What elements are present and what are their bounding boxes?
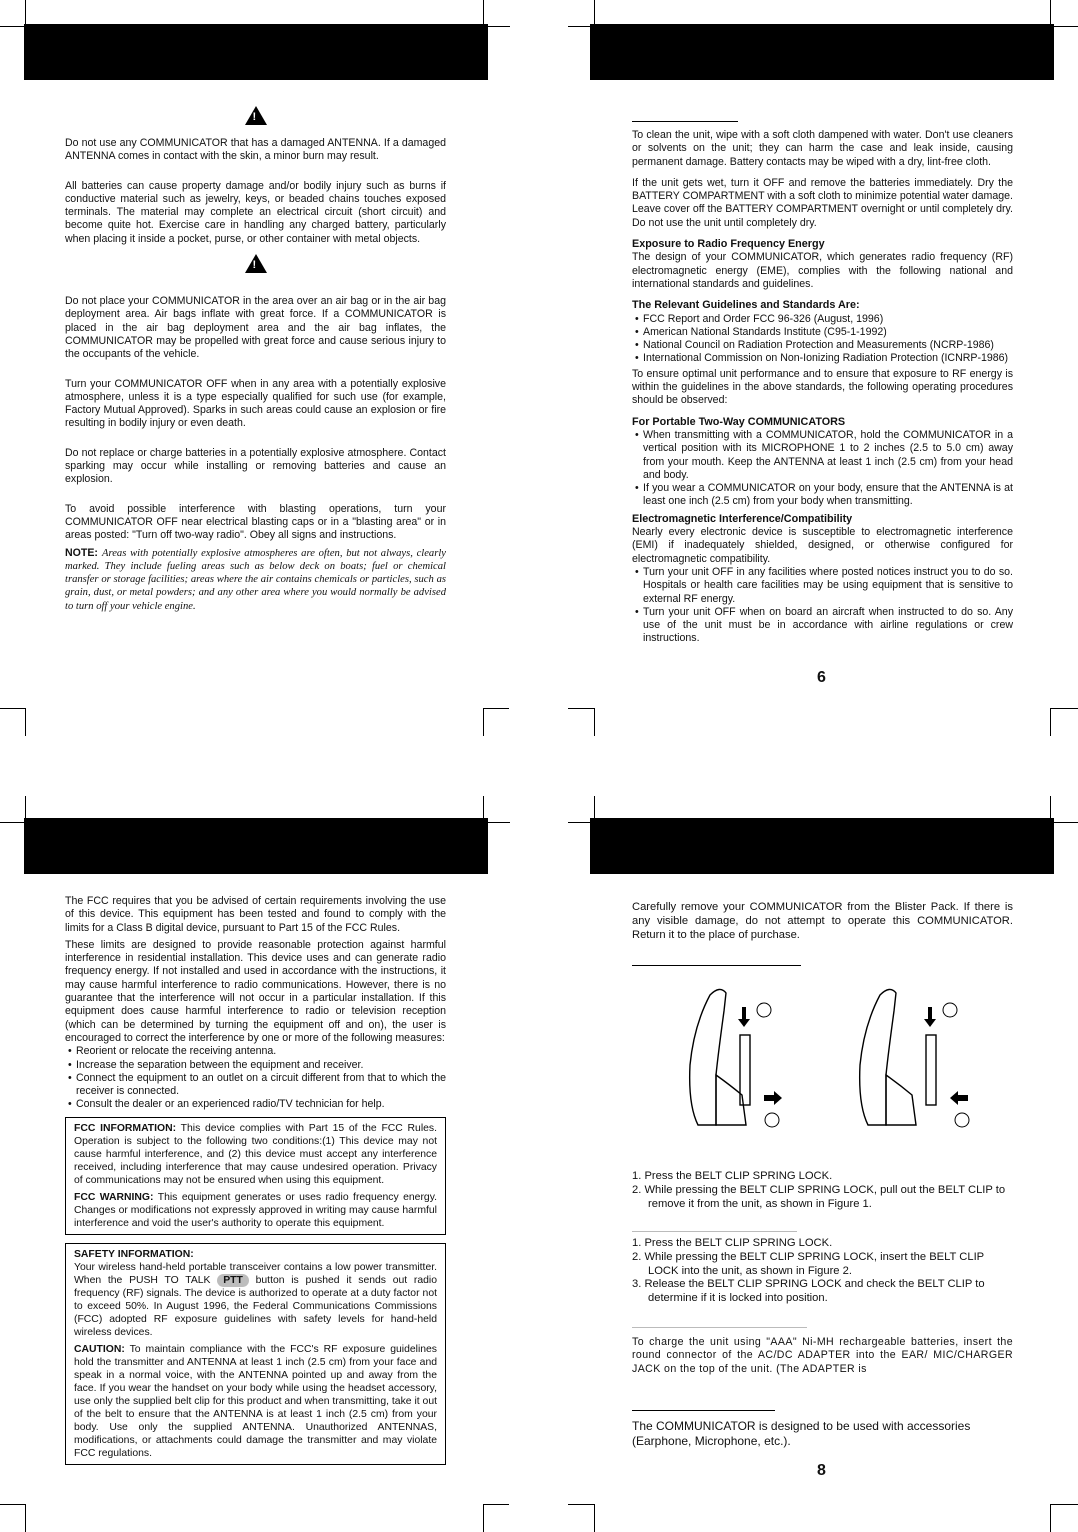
step: 2. While pressing the BELT CLIP SPRING LOCK, pull out the BELT CLIP to remove it from the unit, as shown in Figure 1.	[632, 1183, 1006, 1210]
paragraph: Do not place your COMMUNICATOR in the area over an air bag or in the air bag deployment area. Air bags inflate with great force. If a COMMUNICATOR is placed in the air bag deployment area and the air bag inflates, the COMMUNICATOR may be propelled with great force and cause serious injury to the occupants of the vehicle.	[65, 295, 446, 361]
text: Your wireless hand-held portable transceiver contains a low power transmitter. When the PUSH TO TALK	[74, 1261, 437, 1286]
step: 1. Press the BELT CLIP SPRING LOCK.	[632, 1170, 833, 1182]
paragraph: The COMMUNICATOR is designed to be used with accessories (Earphone, Microphone, etc.).	[632, 1419, 971, 1448]
list-item: • National Council on Radiation Protection and Measurements (NCRP-1986)	[632, 339, 1013, 352]
measures-list	[65, 1045, 446, 1111]
crop-mark	[483, 1504, 484, 1532]
paragraph: The design of your COMMUNICATOR, which generates radio frequency (RF) electromagnetic energy (EME), complies with the following national and international standards and guidelines.	[632, 251, 1013, 290]
page-bottom-left	[65, 895, 446, 1465]
crop-mark	[594, 1504, 595, 1532]
list-item: • When transmitting with a COMMUNICATOR, hold the COMMUNICATOR in a vertical position with its MICROPHONE 1 to 2 inches (2.5 to 5.0 cm) away from your mouth. Keep the ANTENNA at least 1 inch (2.5 cm) from your head and body.	[632, 429, 1013, 482]
paragraph: To avoid possible interference with blasting operations, turn your COMMUNICATOR OFF near electrical blasting caps or in a "blasting area" or in areas posted: "Turn off two-way radio". Obey all signs and instructions.	[65, 502, 446, 542]
arrow-left-icon	[950, 1091, 968, 1105]
crop-mark	[483, 708, 484, 736]
paragraph: Carefully remove your COMMUNICATOR from the Blister Pack. If there is any visible damage, do not attempt to operate this COMMUNICATOR. Return it to the place of purchase.	[632, 901, 1013, 941]
paragraph: Do not use any COMMUNICATOR that has a damaged ANTENNA. If a damaged ANTENNA comes in contact with the skin, a minor burn may result.	[65, 137, 446, 163]
paragraph: Do not replace or charge batteries in a potentially explosive atmosphere. Contact sparking may occur while installing or removing batteries and cause an explosion.	[65, 446, 446, 486]
step: 1. Press the BELT CLIP SPRING LOCK.	[632, 1237, 833, 1249]
arrow-right-icon	[764, 1091, 782, 1105]
insert-steps	[632, 1237, 1013, 1306]
paragraph: To ensure optimal unit performance and to ensure that exposure to RF energy is within the guidelines in the above standards, the following operating procedures should be observed:	[632, 367, 1013, 407]
belt-clip-figure-1	[680, 985, 800, 1135]
unit-body	[716, 1075, 746, 1125]
note	[65, 547, 446, 613]
label: FCC WARNING:	[74, 1191, 154, 1203]
crop-mark	[25, 708, 26, 736]
list-item: • Turn your unit OFF in any facilities where posted notices instruct you to do so. Hospitals or health care facilities may be using equipment that is sensitive to external RF energy.	[632, 566, 1013, 606]
list-item: • Consult the dealer or an experienced radio/TV technician for help.	[65, 1098, 446, 1111]
paragraph: The FCC requires that you be advised of certain requirements involving the use of this device. This equipment has been tested and found to comply with the limits for a Class B digital device, pursuant to Part 15 of the FCC Rules.	[65, 895, 446, 934]
crop-mark	[0, 708, 26, 709]
header-bar	[24, 24, 488, 80]
caution-text	[74, 1343, 437, 1460]
fcc-information	[74, 1122, 437, 1187]
crop-mark	[25, 1504, 26, 1532]
portable-list	[632, 429, 1013, 509]
remove-steps-block	[632, 1170, 1013, 1211]
page-number: 8	[817, 1462, 826, 1479]
paragraph: If the unit gets wet, turn it OFF and remove the batteries immediately. Dry the BATTERY COMPARTMENT with a soft cloth to minimize potential water damage. Leave cover off the BATTERY COMPARTMENT overnight or until completely dry. Do not use the unit until completely dry.	[632, 176, 1013, 229]
warning-triangle-icon: !	[245, 254, 267, 273]
paragraph: Turn your COMMUNICATOR OFF when in any area with a potentially explosive atmosphere, unless it is a type especially qualified for such use (for example, Factory Mutual Approved). Sparks in such areas could cause an explosion or fire resulting in bodily injury or even death.	[65, 377, 446, 430]
belt-clip-figure-2	[850, 985, 970, 1135]
list-item: • Reorient or relocate the receiving antenna.	[65, 1045, 446, 1058]
page-bottom-right	[632, 900, 1013, 950]
section-rule	[632, 1231, 797, 1232]
crop-mark	[0, 1504, 26, 1505]
ptt-badge: PTT	[217, 1274, 249, 1287]
callout-circle	[765, 1113, 779, 1127]
header-bar	[590, 24, 1054, 80]
fcc-info-box	[65, 1117, 446, 1235]
belt-clip	[926, 1035, 936, 1105]
insert-steps-block	[632, 1237, 1013, 1306]
section-rule	[632, 1327, 807, 1328]
crop-mark	[1050, 708, 1051, 736]
paragraph: These limits are designed to provide reasonable protection against harmful interference in residential installation. This device uses and can generate radio frequency energy. If not installed and used in accordance with the instructions, it may cause harmful interference to radio communications. However, there is no guarantee that the interference will not occur in a particular installation. If this equipment does cause harmful interference to radio or television reception (which can be determined by turning the equipment off and on), the user is encouraged to correct the interference by one or more of the following measures:	[65, 938, 446, 1044]
text: This equipment generates or uses radio frequency energy. Changes or modifications not expressly approved in writing may cause harmful interference and void the user's authority to operate this equipment.	[74, 1191, 438, 1229]
list-item: • Turn your unit OFF when on board an aircraft when instructed to do so. Any use of the unit must be in accordance with airline regulations or crew instructions.	[632, 606, 1013, 646]
crop-mark	[1050, 1504, 1078, 1505]
page-number: 6	[817, 669, 826, 686]
section-rule	[632, 121, 738, 122]
safety-text	[74, 1261, 437, 1339]
text: This device complies with Part 15 of the FCC Rules. Operation is subject to the following two conditions:(1) This device may not cause harmful interference, and (2) this device must accept any interference received, including interference that may cause undesired operation. Privacy of communications may not be ensured when using this equipment.	[74, 1122, 438, 1186]
note-label: NOTE:	[65, 546, 98, 559]
charge-block	[632, 1336, 1013, 1384]
list-item: • Connect the equipment to an outlet on a circuit different from that to which the receiver is connected.	[65, 1072, 446, 1099]
list-item: • American National Standards Institute (C95-1-1992)	[632, 326, 1013, 339]
arrow-down-icon	[924, 1007, 936, 1027]
note-text: Areas with potentially explosive atmospheres are often, but not always, clearly marked. They include fueling areas such as below deck on boats; fuel or chemical transfer or storage facilities; areas where the air contains chemicals or particles, such as grain, dust, or metal powders; and any other area where you would normally be advised to turn off your vehicle engine.	[65, 547, 446, 612]
remove-steps	[632, 1170, 1013, 1211]
paragraph: All batteries can cause property damage and/or bodily injury such as burns if conductive material such as jewelry, keys, or beaded chains touches exposed terminals. The material may complete an electrical circuit (short circuit) and become quite hot. Exercise care in handling any charged battery, particularly when placing it inside a pocket, purse, or other container with metal objects.	[65, 179, 446, 245]
emi-list	[632, 566, 1013, 646]
safety-info-box	[65, 1243, 446, 1465]
section-heading: Electromagnetic Interference/Compatibility	[632, 512, 853, 525]
arrow-down-icon	[738, 1007, 750, 1027]
text: button is pushed it sends out radio frequency (RF) signals. The device is authorized to operate at a duty factor not to exceed 50%. In August 1996, the Federal Communications Commissions (FCC) adopted RF exposure guidelines with safety levels for hand-held wireless devices.	[74, 1274, 438, 1338]
crop-mark	[483, 708, 509, 709]
page-top-right	[632, 129, 1013, 648]
crop-mark	[568, 1504, 594, 1505]
unit-outline	[860, 989, 896, 1125]
paragraph: Nearly every electronic device is susceptible to electromagnetic interference (EMI) if inadequately shielded, designed, or otherwise configured for electromagnetic compatibility.	[632, 526, 1013, 565]
paragraph: To clean the unit, wipe with a soft cloth dampened with water. Don't use cleaners or solvents on the unit; they can harm the case and leak inside, causing permanent damage. Battery contacts may be wiped with a dry, lint-free cloth.	[632, 129, 1013, 168]
section-heading: Exposure to Radio Frequency Energy	[632, 238, 825, 251]
unit-body	[886, 1075, 916, 1125]
guidelines-list	[632, 313, 1013, 366]
step: 3. Release the BELT CLIP SPRING LOCK and check the BELT CLIP to determine if it is locked into position.	[632, 1278, 985, 1305]
accessories-block	[632, 1419, 1013, 1456]
label: FCC INFORMATION:	[74, 1122, 177, 1134]
page-top-left	[65, 102, 446, 621]
list-item: • International Commission on Non-Ionizing Radiation Protection (ICNRP-1986)	[632, 352, 1013, 365]
paragraph: To charge the unit using "AAA" Ni-MH rechargeable batteries, insert the round connector of the AC/DC ADAPTER into the EAR/ MIC/CHARGER JACK on the top of the unit. (The ADAPTER is	[632, 1336, 1013, 1375]
label: CAUTION:	[74, 1343, 125, 1355]
crop-mark	[1050, 1504, 1051, 1532]
section-heading: The Relevant Guidelines and Standards Are:	[632, 299, 860, 312]
section-rule	[632, 965, 801, 966]
callout-circle	[757, 1003, 771, 1017]
callout-circle	[955, 1113, 969, 1127]
list-item: • Increase the separation between the equipment and receiver.	[65, 1059, 446, 1072]
crop-mark	[594, 708, 595, 736]
safety-heading: SAFETY INFORMATION:	[74, 1248, 194, 1260]
list-item: • FCC Report and Order FCC 96-326 (August, 1996)	[632, 313, 1013, 326]
crop-mark	[1050, 708, 1078, 709]
section-rule	[632, 1410, 775, 1411]
header-bar	[24, 818, 488, 874]
list-item: • If you wear a COMMUNICATOR on your body, ensure that the ANTENNA is at least one inch (2.5 cm) from your body when transmitting.	[632, 482, 1013, 509]
unit-outline	[690, 989, 726, 1125]
callout-circle	[943, 1003, 957, 1017]
fcc-warning	[74, 1191, 437, 1230]
warning-triangle-icon: !	[245, 106, 267, 125]
header-bar	[590, 818, 1054, 874]
crop-mark	[483, 1504, 509, 1505]
section-heading: For Portable Two-Way COMMUNICATORS	[632, 415, 846, 428]
text: To maintain compliance with the FCC's RF exposure guidelines hold the transmitter and ANTENNA at least 1 inch (2.5 cm) from your face and speak in a normal voice, with the ANTENNA pointed up and away from the face. If you wear the handset on your body while using the headset accessory, use only the supplied belt clip for this product and when transmitting, take it out of the belt to ensure that the ANTENNA is at least 1 inch (2.5 cm) from your body. Use only the supplied ANTENNA. Unauthorized ANTENNAS, modifications, or attachments could damage the transmitter and may violate FCC regulations.	[74, 1343, 438, 1459]
crop-mark	[568, 708, 594, 709]
step: 2. While pressing the BELT CLIP SPRING LOCK, insert the BELT CLIP LOCK into the unit, as shown in Figure 2.	[632, 1250, 984, 1277]
